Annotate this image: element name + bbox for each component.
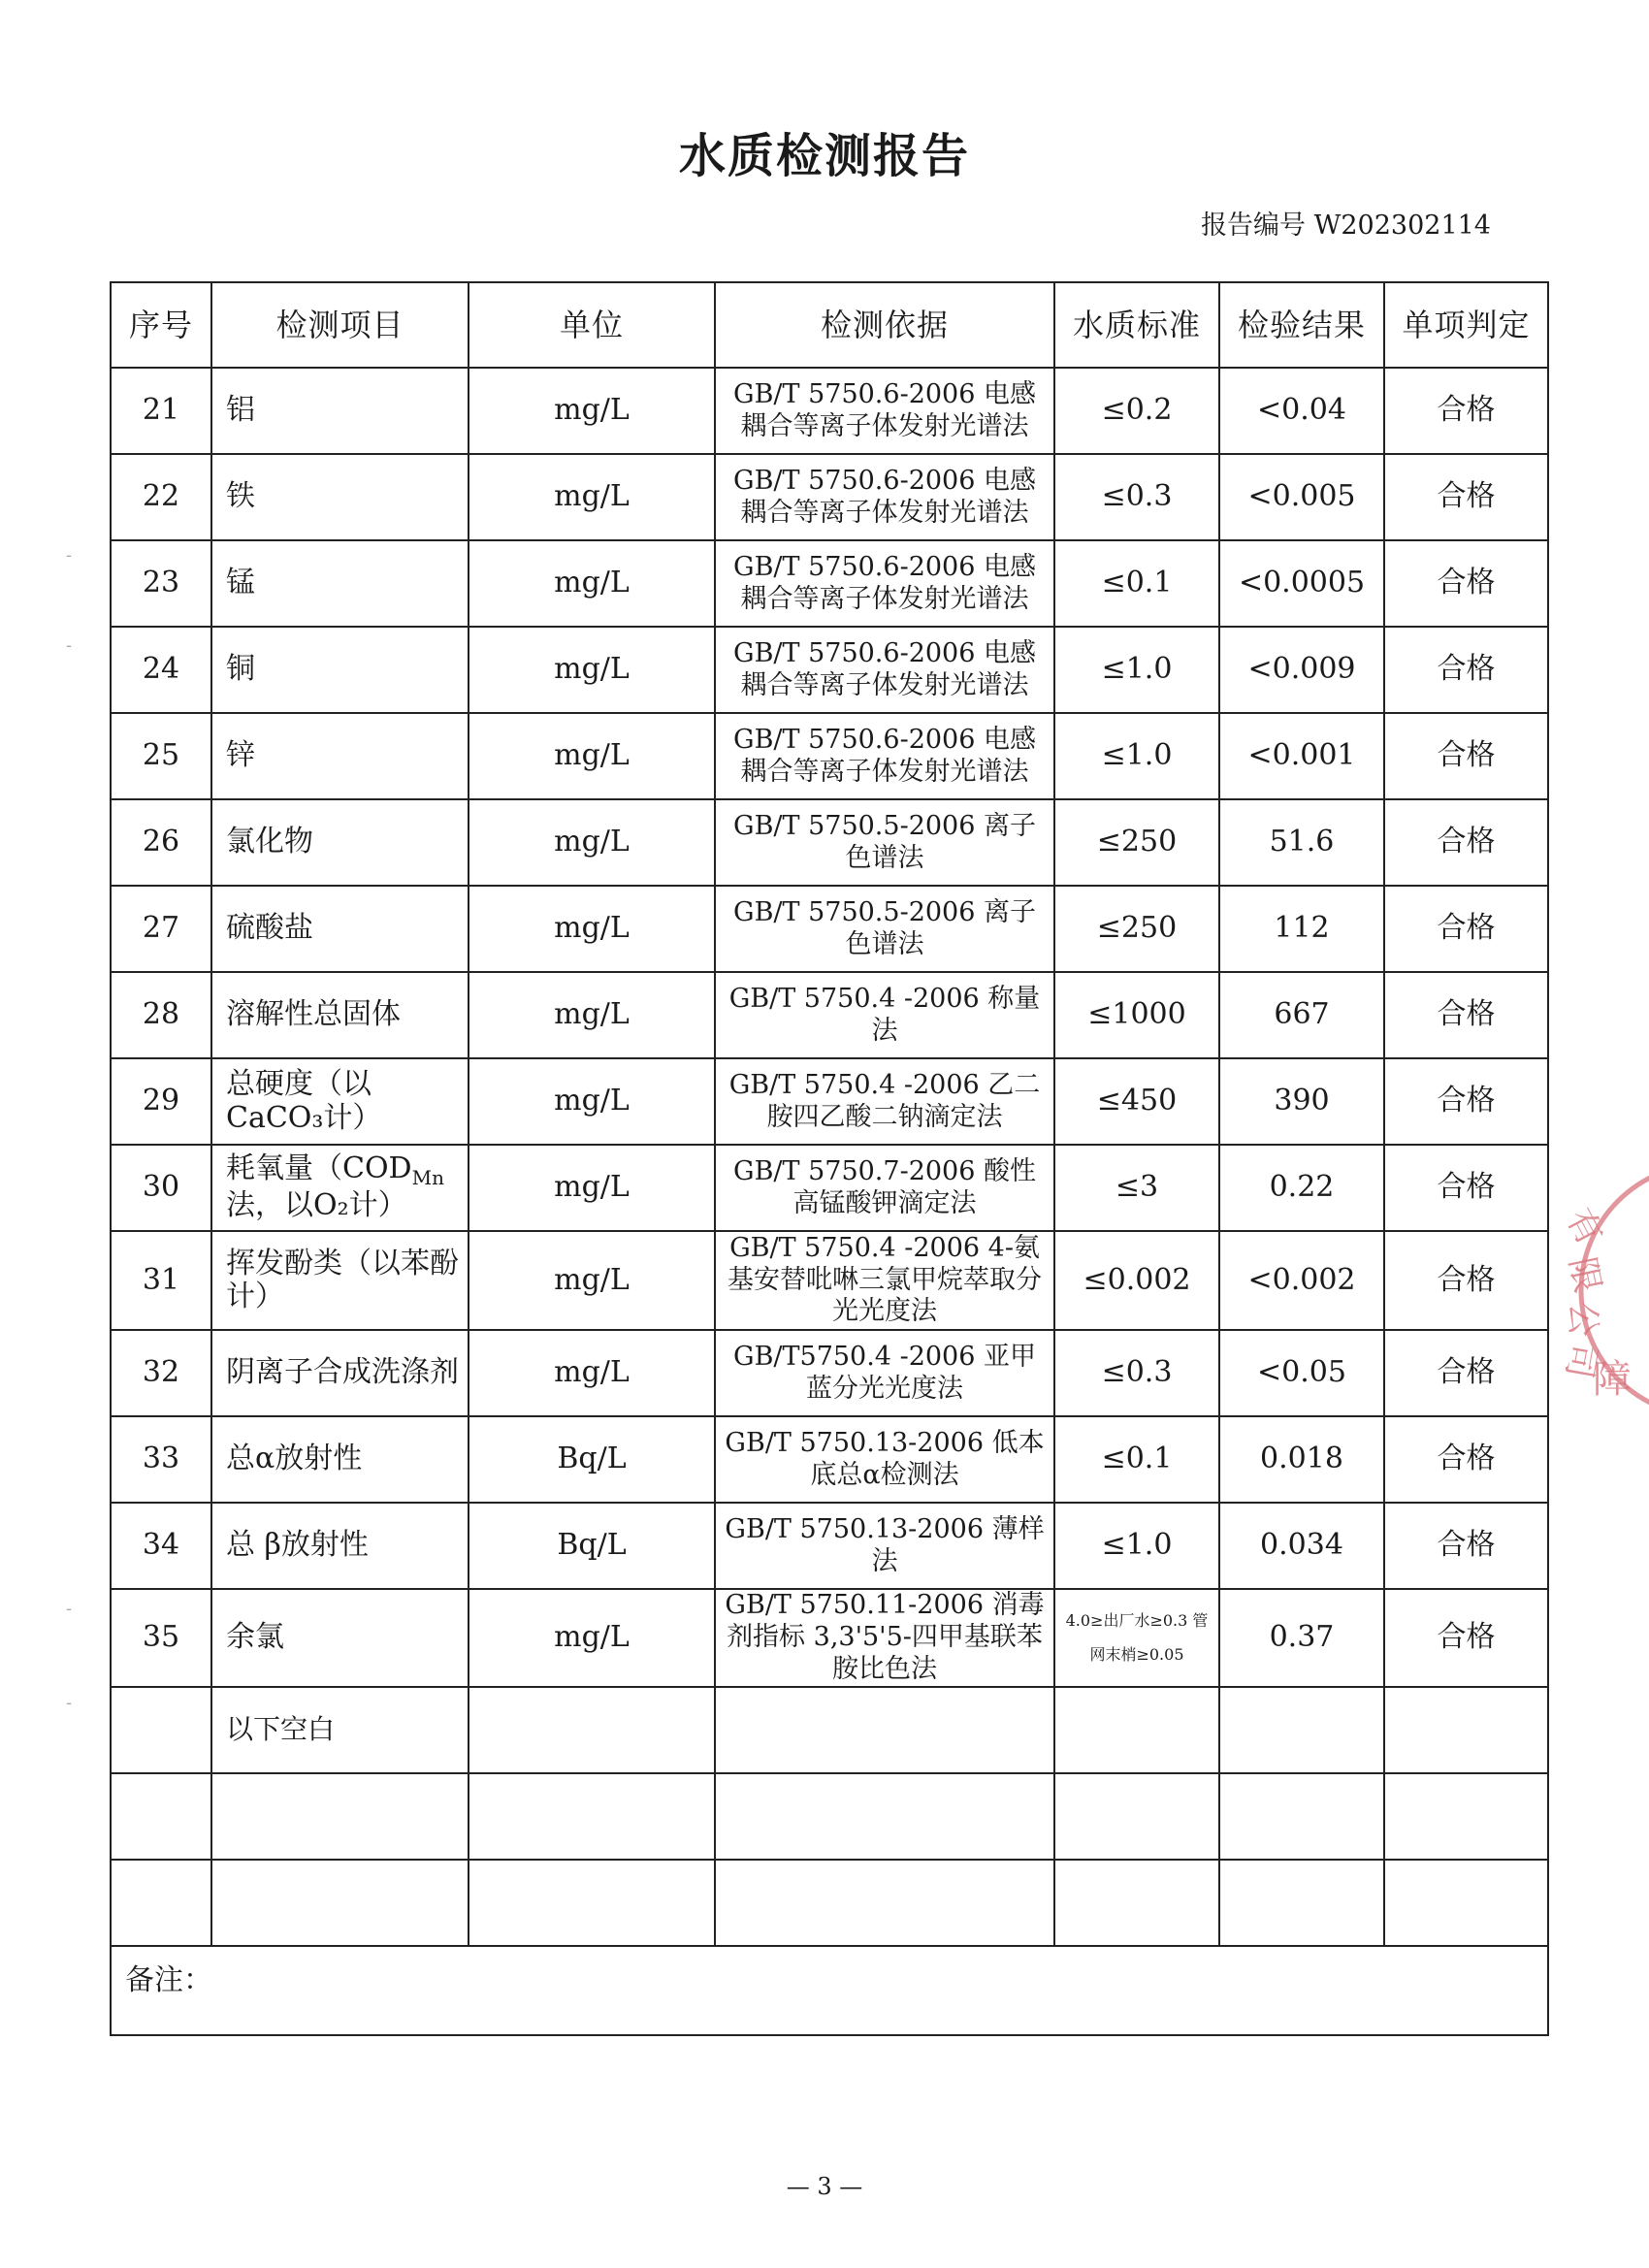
blank-cell (469, 1687, 715, 1773)
item-name: 氯化物 (211, 799, 469, 886)
row-number: 24 (111, 627, 211, 713)
blank-row (111, 1860, 1548, 1946)
blank-cell (1384, 1860, 1548, 1946)
item-name: 耗氧量（$COD_{Mn}$法，以O₂计） (211, 1145, 469, 1231)
method-basis: GB/T 5750.6-2006 电感耦合等离子体发射光谱法 (715, 540, 1054, 627)
unit-cell: mg/L (469, 368, 715, 454)
test-result: 667 (1219, 972, 1384, 1058)
standard-limit: ≤0.002 (1054, 1231, 1219, 1330)
blank-cell (111, 1687, 211, 1773)
remarks-row (111, 1946, 1548, 2035)
results-table (110, 281, 1549, 2036)
item-name: 余氯 (211, 1589, 469, 1687)
table-row (111, 627, 1548, 713)
blank-cell (111, 1860, 211, 1946)
item-name: 铝 (211, 368, 469, 454)
item-name: 总 β放射性 (211, 1503, 469, 1589)
row-number: 29 (111, 1058, 211, 1145)
blank-cell (1219, 1687, 1384, 1773)
scan-mark: - (66, 1599, 73, 1619)
method-basis: GB/T5750.4 -2006 亚甲蓝分光光度法 (715, 1330, 1054, 1416)
item-name: 铜 (211, 627, 469, 713)
item-name: 锌 (211, 713, 469, 799)
page-number: — 3 — (786, 2173, 863, 2200)
row-number: 28 (111, 972, 211, 1058)
standard-limit: ≤1.0 (1054, 713, 1219, 799)
unit-cell: mg/L (469, 1231, 715, 1330)
svg-text:有: 有 (1558, 1202, 1610, 1252)
header-cell: 水质标准 (1054, 282, 1219, 368)
standard-limit: ≤0.1 (1054, 540, 1219, 627)
method-basis: GB/T 5750.5-2006 离子色谱法 (715, 886, 1054, 972)
unit-cell: mg/L (469, 713, 715, 799)
header-cell: 检测依据 (715, 282, 1054, 368)
judgement: 合格 (1384, 1330, 1548, 1416)
blank-cell (1054, 1687, 1219, 1773)
blank-cell (469, 1773, 715, 1860)
judgement: 合格 (1384, 1416, 1548, 1503)
item-name: 总α放射性 (211, 1416, 469, 1503)
judgement: 合格 (1384, 454, 1548, 540)
blank-note: 以下空白 (211, 1687, 469, 1773)
method-basis: GB/T 5750.4 -2006 4-氨基安替吡啉三氯甲烷萃取分光光度法 (715, 1231, 1054, 1330)
method-basis: GB/T 5750.5-2006 离子色谱法 (715, 799, 1054, 886)
test-result: <0.009 (1219, 627, 1384, 713)
standard-limit: ≤1000 (1054, 972, 1219, 1058)
row-number: 25 (111, 713, 211, 799)
blank-cell (715, 1687, 1054, 1773)
table-row (111, 886, 1548, 972)
table-header-row (111, 282, 1548, 368)
judgement: 合格 (1384, 1503, 1548, 1589)
row-number: 26 (111, 799, 211, 886)
blank-cell (1054, 1773, 1219, 1860)
table-row (111, 454, 1548, 540)
blank-cell (715, 1860, 1054, 1946)
judgement: 合格 (1384, 1058, 1548, 1145)
standard-limit: 4.0≥出厂水≥0.3 管网末梢≥0.05 (1054, 1589, 1219, 1687)
unit-cell: mg/L (469, 972, 715, 1058)
table-row (111, 972, 1548, 1058)
judgement: 合格 (1384, 627, 1548, 713)
row-number: 32 (111, 1330, 211, 1416)
blank-cell (1054, 1860, 1219, 1946)
standard-limit: ≤250 (1054, 799, 1219, 886)
blank-cell (469, 1860, 715, 1946)
standard-limit: ≤1.0 (1054, 1503, 1219, 1589)
scan-mark: - (66, 635, 73, 656)
unit-cell: mg/L (469, 1589, 715, 1687)
judgement: 合格 (1384, 1589, 1548, 1687)
judgement: 合格 (1384, 799, 1548, 886)
judgement: 合格 (1384, 540, 1548, 627)
header-cell: 单项判定 (1384, 282, 1548, 368)
table-row (111, 1330, 1548, 1416)
header-cell: 单位 (469, 282, 715, 368)
svg-text:限: 限 (1561, 1253, 1608, 1297)
report-number: 报告编号 W202302114 (1201, 211, 1491, 241)
svg-text:公: 公 (1563, 1302, 1602, 1338)
test-result: 51.6 (1219, 799, 1384, 886)
judgement: 合格 (1384, 886, 1548, 972)
test-result: <0.04 (1219, 368, 1384, 454)
test-result: <0.001 (1219, 713, 1384, 799)
judgement: 合格 (1384, 368, 1548, 454)
method-basis: GB/T 5750.13-2006 薄样法 (715, 1503, 1054, 1589)
standard-limit: ≤450 (1054, 1058, 1219, 1145)
report-title: 水质检测报告 (678, 129, 970, 183)
blank-cell (1384, 1687, 1548, 1773)
table-row (111, 713, 1548, 799)
judgement: 合格 (1384, 1145, 1548, 1231)
judgement: 合格 (1384, 713, 1548, 799)
blank-cell (715, 1773, 1054, 1860)
standard-limit: ≤250 (1054, 886, 1219, 972)
table-row (111, 1589, 1548, 1687)
row-number: 23 (111, 540, 211, 627)
method-basis: GB/T 5750.4 -2006 乙二胺四乙酸二钠滴定法 (715, 1058, 1054, 1145)
standard-limit: ≤1.0 (1054, 627, 1219, 713)
blank-cell (211, 1773, 469, 1860)
method-basis: GB/T 5750.13-2006 低本底总α检测法 (715, 1416, 1054, 1503)
unit-cell: Bq/L (469, 1416, 715, 1503)
test-result: <0.0005 (1219, 540, 1384, 627)
table-row (111, 1416, 1548, 1503)
method-basis: GB/T 5750.7-2006 酸性高锰酸钾滴定法 (715, 1145, 1054, 1231)
test-result: 390 (1219, 1058, 1384, 1145)
judgement: 合格 (1384, 972, 1548, 1058)
blank-row (111, 1773, 1548, 1860)
judgement: 合格 (1384, 1231, 1548, 1330)
test-result: <0.005 (1219, 454, 1384, 540)
unit-cell: mg/L (469, 540, 715, 627)
standard-limit: ≤0.3 (1054, 1330, 1219, 1416)
test-result: 0.018 (1219, 1416, 1384, 1503)
method-basis: GB/T 5750.6-2006 电感耦合等离子体发射光谱法 (715, 368, 1054, 454)
method-basis: GB/T 5750.6-2006 电感耦合等离子体发射光谱法 (715, 627, 1054, 713)
row-number: 34 (111, 1503, 211, 1589)
header-cell: 检验结果 (1219, 282, 1384, 368)
blank-cell (1384, 1773, 1548, 1860)
unit-cell: mg/L (469, 1330, 715, 1416)
blank-cell (111, 1773, 211, 1860)
unit-cell: mg/L (469, 454, 715, 540)
test-result: 0.034 (1219, 1503, 1384, 1589)
header-cell: 序号 (111, 282, 211, 368)
test-result: 112 (1219, 886, 1384, 972)
blank-cell (1219, 1860, 1384, 1946)
table-row (111, 1503, 1548, 1589)
table-row (111, 368, 1548, 454)
table-row (111, 799, 1548, 886)
unit-cell: mg/L (469, 886, 715, 972)
standard-limit: ≤3 (1054, 1145, 1219, 1231)
unit-cell: mg/L (469, 799, 715, 886)
company-seal (1542, 1159, 1649, 1421)
svg-text:障: 障 (1593, 1357, 1632, 1402)
table-row (111, 1058, 1548, 1145)
table-row (111, 1145, 1548, 1231)
test-result: 0.37 (1219, 1589, 1384, 1687)
test-result: 0.22 (1219, 1145, 1384, 1231)
item-name: 阴离子合成洗涤剂 (211, 1330, 469, 1416)
unit-cell: mg/L (469, 1145, 715, 1231)
method-basis: GB/T 5750.4 -2006 称量法 (715, 972, 1054, 1058)
row-number: 27 (111, 886, 211, 972)
standard-limit: ≤0.1 (1054, 1416, 1219, 1503)
blank-row (111, 1687, 1548, 1773)
scan-mark: - (66, 1693, 73, 1713)
header-cell: 检测项目 (211, 282, 469, 368)
unit-cell: mg/L (469, 627, 715, 713)
item-name: 锰 (211, 540, 469, 627)
row-number: 33 (111, 1416, 211, 1503)
row-number: 31 (111, 1231, 211, 1330)
standard-limit: ≤0.3 (1054, 454, 1219, 540)
blank-cell (211, 1860, 469, 1946)
unit-cell: mg/L (469, 1058, 715, 1145)
remarks-label: 备注： (111, 1946, 1548, 2035)
item-name: 总硬度（以CaCO₃计） (211, 1058, 469, 1145)
unit-cell: Bq/L (469, 1503, 715, 1589)
svg-text:司: 司 (1558, 1340, 1603, 1382)
row-number: 21 (111, 368, 211, 454)
method-basis: GB/T 5750.11-2006 消毒剂指标 3,3'5'5-四甲基联苯胺比色法 (715, 1589, 1054, 1687)
row-number: 22 (111, 454, 211, 540)
blank-cell (1219, 1773, 1384, 1860)
table-row (111, 540, 1548, 627)
row-number: 35 (111, 1589, 211, 1687)
table-row (111, 1231, 1548, 1330)
standard-limit: ≤0.2 (1054, 368, 1219, 454)
method-basis: GB/T 5750.6-2006 电感耦合等离子体发射光谱法 (715, 454, 1054, 540)
item-name: 铁 (211, 454, 469, 540)
row-number: 30 (111, 1145, 211, 1231)
test-result: <0.05 (1219, 1330, 1384, 1416)
method-basis: GB/T 5750.6-2006 电感耦合等离子体发射光谱法 (715, 713, 1054, 799)
item-name: 挥发酚类（以苯酚计） (211, 1231, 469, 1330)
test-result: <0.002 (1219, 1231, 1384, 1330)
item-name: 硫酸盐 (211, 886, 469, 972)
item-name: 溶解性总固体 (211, 972, 469, 1058)
scan-mark: - (66, 545, 73, 566)
